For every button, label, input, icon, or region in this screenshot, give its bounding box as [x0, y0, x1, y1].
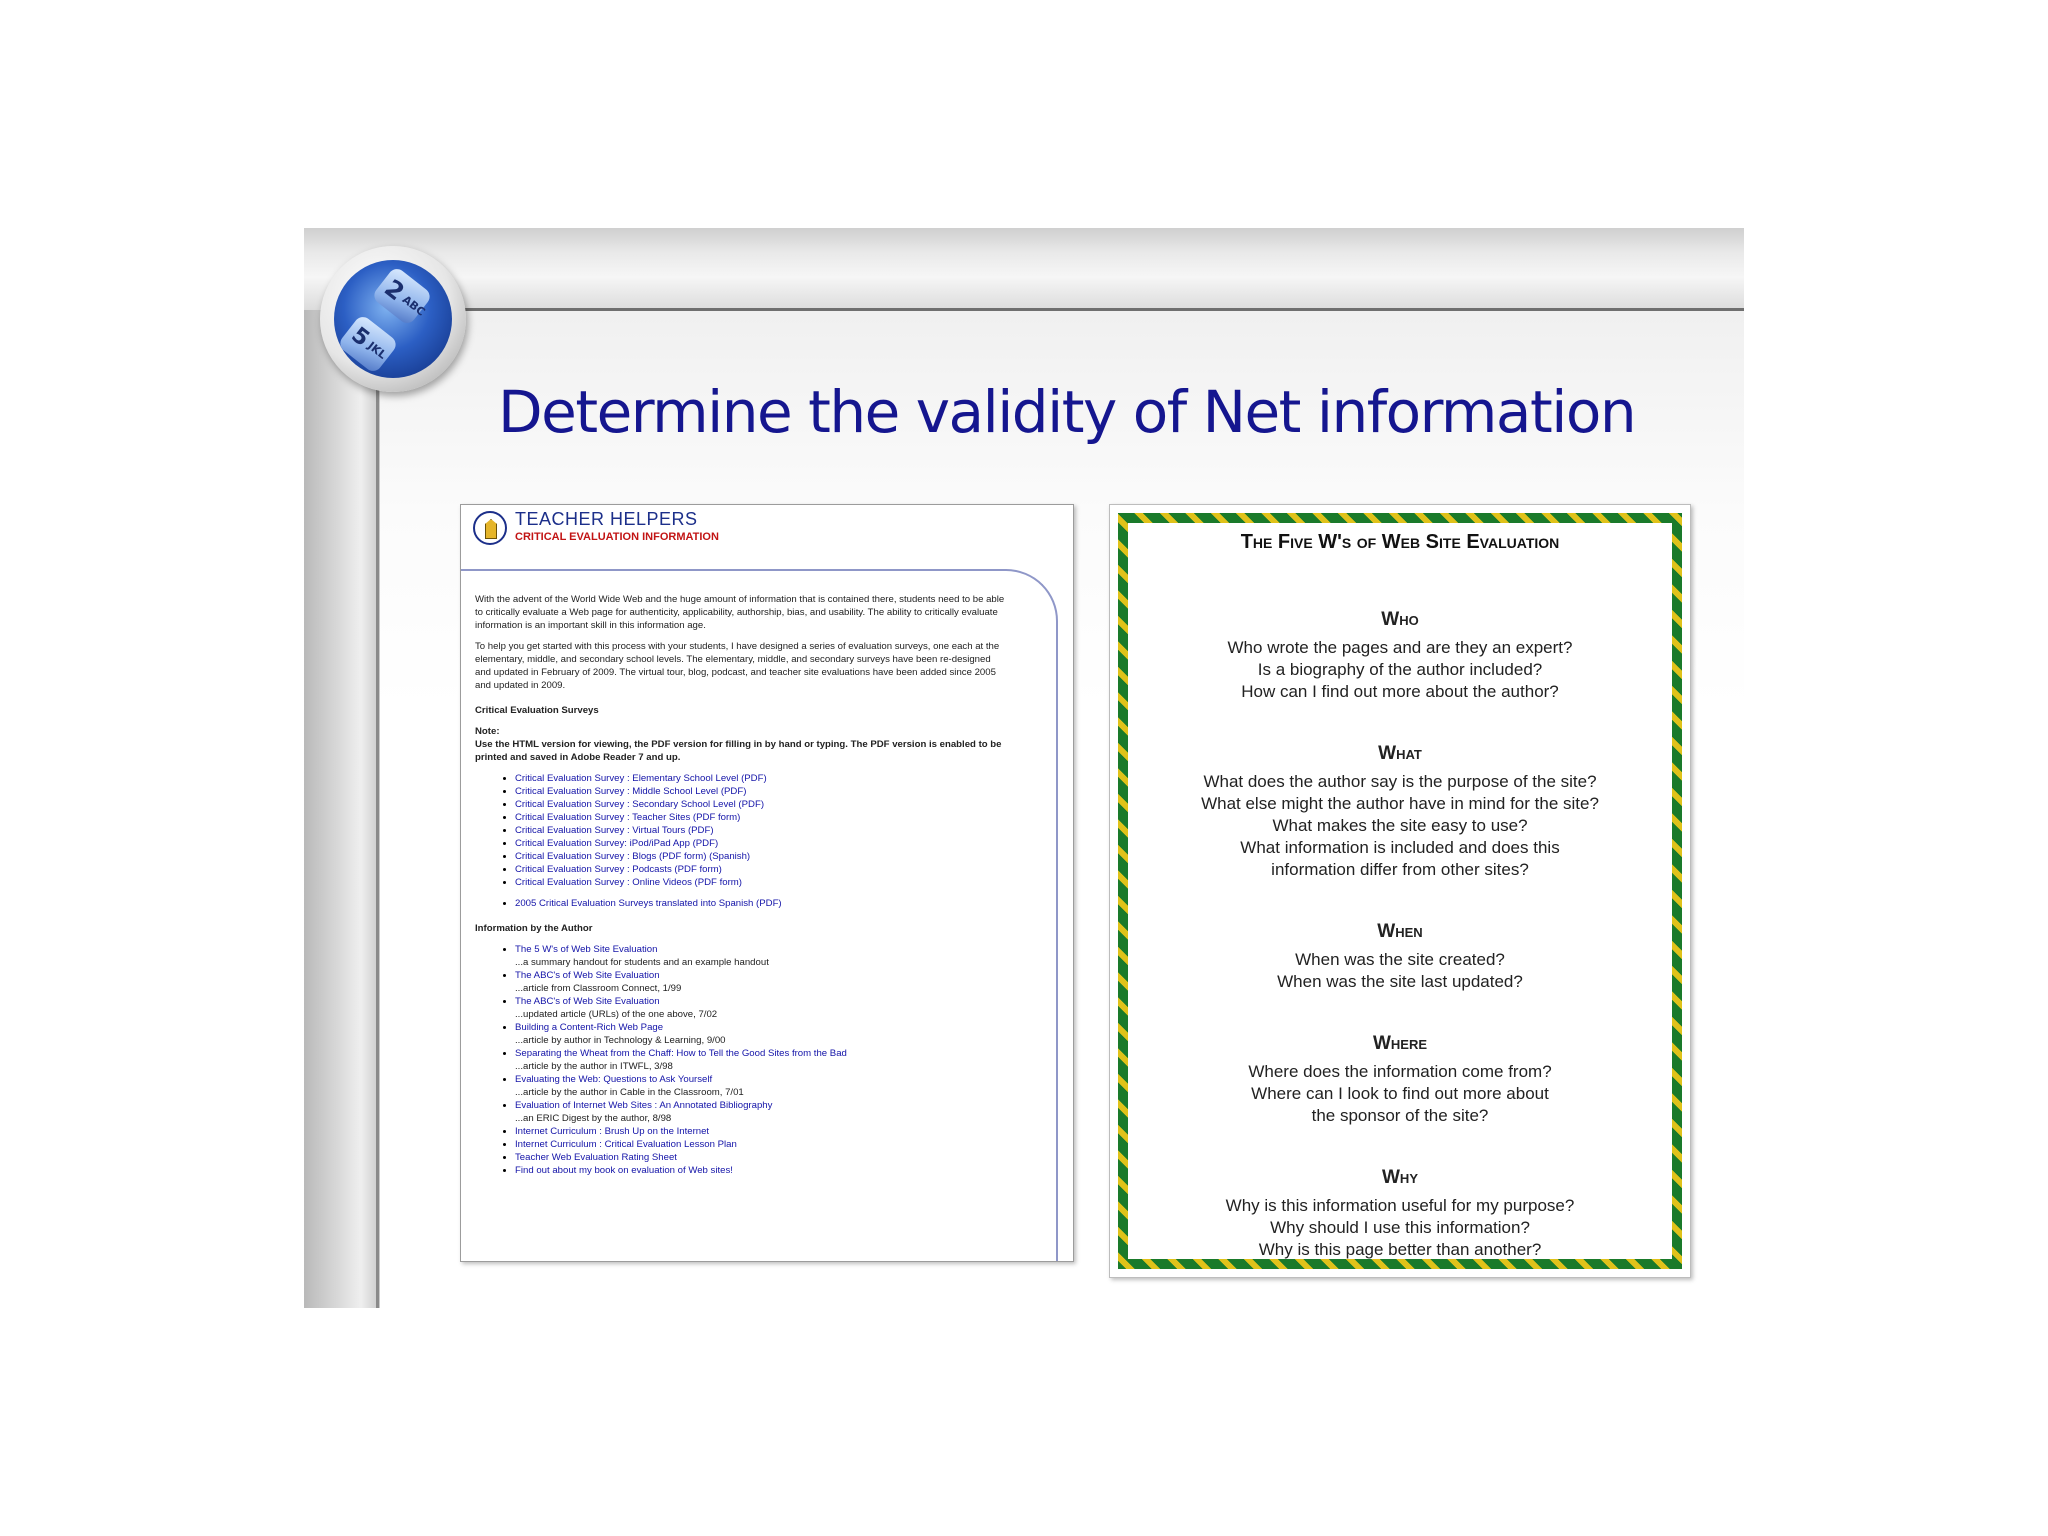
author-link[interactable]: Separating the Wheat from the Chaff: How to Tell the Good Sites from the Bad [515, 1048, 847, 1059]
where-line: the sponsor of the site? [1311, 1106, 1489, 1125]
author-list-item [515, 969, 1007, 995]
author-link-note: ...a summary handout for students and an example handout [515, 957, 769, 968]
five-ws-poster [1109, 504, 1691, 1278]
poster-content [1128, 523, 1672, 1259]
pencil-badge-icon [473, 511, 507, 545]
author-list-item [515, 1047, 1007, 1073]
teacher-helpers-document [460, 504, 1074, 1262]
why-heading: Why [1382, 1167, 1418, 1188]
spanish-link-list [475, 897, 1007, 910]
author-list-item [515, 943, 1007, 969]
author-heading: Information by the Author [475, 923, 593, 934]
document-header-title: TEACHER HELPERS [515, 509, 698, 529]
survey-link[interactable]: • Critical Evaluation Survey : Virtual Tours (PDF) [515, 824, 1007, 837]
author-link-note: ...an ERIC Digest by the author, 8/98 [515, 1113, 672, 1124]
author-link[interactable]: The ABC's of Web Site Evaluation [515, 970, 660, 981]
author-link-note: ...updated article (URLs) of the one above, 7/02 [515, 1009, 718, 1020]
where-line: Where does the information come from? [1248, 1062, 1552, 1081]
author-list-item [515, 1099, 1007, 1125]
note-label: Note: [475, 726, 500, 737]
author-link[interactable]: Teacher Web Evaluation Rating Sheet [515, 1152, 677, 1163]
slide [304, 228, 1744, 1308]
author-list-item [515, 1125, 1007, 1138]
who-line: How can I find out more about the author? [1241, 682, 1559, 701]
where-section [1128, 1033, 1672, 1127]
author-link-note: ...article from Classroom Connect, 1/99 [515, 983, 682, 994]
author-link-list [475, 943, 1007, 1177]
where-line: Where can I look to find out more about [1251, 1084, 1549, 1103]
what-heading: What [1378, 743, 1422, 764]
author-link[interactable]: Find out about my book on evaluation of Web sites! [515, 1165, 733, 1176]
keypad-key-5: 5JKL [337, 313, 399, 374]
what-line: What information is included and does this [1240, 838, 1560, 857]
what-line: What does the author say is the purpose of the site? [1203, 772, 1597, 791]
slide-left-bar [304, 310, 380, 1308]
author-link[interactable]: The 5 W's of Web Site Evaluation [515, 944, 658, 955]
when-section [1128, 921, 1672, 993]
survey-link[interactable]: • Critical Evaluation Survey : Secondary School Level (PDF) [515, 798, 1007, 811]
why-line: Why is this information useful for my purpose? [1225, 1196, 1575, 1215]
author-link[interactable]: Internet Curriculum : Critical Evaluation Lesson Plan [515, 1139, 737, 1150]
author-list-item [515, 1151, 1007, 1164]
what-line: information differ from other sites? [1271, 860, 1529, 879]
why-line: Why should I use this information? [1270, 1218, 1530, 1237]
author-link[interactable]: Evaluation of Internet Web Sites : An Annotated Bibliography [515, 1100, 773, 1111]
author-list-item [515, 995, 1007, 1021]
what-line: What else might the author have in mind for the site? [1201, 794, 1599, 813]
author-list-item [515, 1164, 1007, 1177]
author-link[interactable]: The ABC's of Web Site Evaluation [515, 996, 660, 1007]
what-section [1128, 743, 1672, 881]
spanish-surveys-link[interactable]: • 2005 Critical Evaluation Surveys translated into Spanish (PDF) [515, 897, 1007, 910]
keypad-logo-icon [320, 246, 466, 392]
when-line: When was the site created? [1295, 950, 1505, 969]
intro-paragraph-2: To help you get started with this process with your students, I have designed a series of evaluation surveys, one each at the elementary, middle, and secondary school levels. The elementary, middle, and secondary surveys have been re-designed and updated in February of 2009. The virtual tour, blog, podcast, and teacher site evaluations have been added since 2005 and updated in 2009. [475, 641, 1000, 691]
survey-link[interactable]: • Critical Evaluation Survey : Online Videos (PDF form) [515, 876, 1007, 889]
document-header [473, 509, 873, 549]
survey-link[interactable]: • Critical Evaluation Survey: iPod/iPad App (PDF) [515, 837, 1007, 850]
who-line: Who wrote the pages and are they an expert? [1227, 638, 1573, 657]
where-heading: Where [1372, 1033, 1428, 1054]
author-link[interactable]: Building a Content-Rich Web Page [515, 1022, 664, 1033]
document-body [475, 593, 1007, 1185]
document-header-subtitle: CRITICAL EVALUATION INFORMATION [515, 531, 719, 543]
survey-link-list [475, 772, 1007, 889]
who-heading: Who [1381, 609, 1419, 630]
author-link-note: ...article by the author in Cable in the Classroom, 7/01 [515, 1087, 744, 1098]
author-list-item [515, 1073, 1007, 1099]
slide-top-bar [304, 228, 1744, 310]
note-text: Use the HTML version for viewing, the PDF version for filling in by hand or typing. The PDF version is enabled to be printed and saved in Adobe Reader 7 and up. [475, 739, 1002, 763]
what-line: What makes the site easy to use? [1272, 816, 1528, 835]
slide-title: Determine the validity of Net information [498, 378, 1636, 446]
survey-link[interactable]: • Critical Evaluation Survey : Elementary School Level (PDF) [515, 772, 1007, 785]
when-heading: When [1377, 921, 1423, 942]
when-line: When was the site last updated? [1277, 972, 1523, 991]
survey-link[interactable]: • Critical Evaluation Survey : Teacher Sites (PDF form) [515, 811, 1007, 824]
survey-link[interactable]: • Critical Evaluation Survey : Podcasts (PDF form) [515, 863, 1007, 876]
author-link-note: ...article by the author in ITWFL, 3/98 [515, 1061, 673, 1072]
who-section [1128, 609, 1672, 703]
author-link-note: ...article by author in Technology & Learning, 9/00 [515, 1035, 726, 1046]
keypad-logo-inner [334, 260, 452, 378]
left-divider [376, 310, 379, 1308]
why-section [1128, 1167, 1672, 1261]
why-line: Why is this page better than another? [1258, 1240, 1542, 1259]
author-list-item [515, 1021, 1007, 1047]
author-link[interactable]: Internet Curriculum : Brush Up on the Internet [515, 1126, 710, 1137]
poster-title: The Five W's of Web Site Evaluation [1240, 531, 1560, 553]
who-line: Is a biography of the author included? [1257, 660, 1543, 679]
pencil-icon [485, 519, 497, 539]
intro-paragraph-1: With the advent of the World Wide Web and the huge amount of information that is contained there, students need to be able to critically evaluate a Web page for authenticity, applicability, authorship, bias, and usability. The ability to critically evaluate information is an important skill in this information age. [475, 594, 1005, 631]
survey-link[interactable]: • Critical Evaluation Survey : Blogs (PDF form) (Spanish) [515, 850, 1007, 863]
keypad-key-2: 2ABC [371, 265, 433, 326]
surveys-heading: Critical Evaluation Surveys [475, 705, 599, 716]
author-link[interactable]: Evaluating the Web: Questions to Ask Yourself [515, 1074, 713, 1085]
survey-link[interactable]: • Critical Evaluation Survey : Middle School Level (PDF) [515, 785, 1007, 798]
author-list-item [515, 1138, 1007, 1151]
